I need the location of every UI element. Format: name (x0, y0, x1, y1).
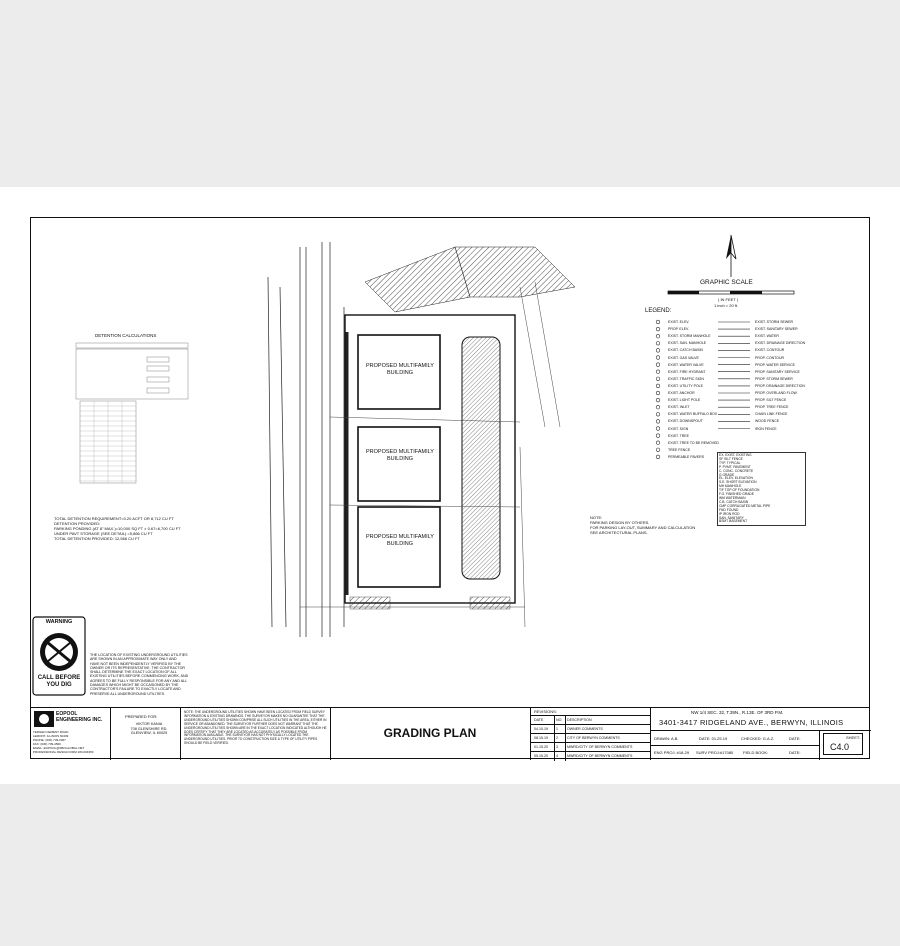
legend-item: EXIST. SIGN (668, 426, 689, 431)
legend-item: CHAIN LINK FENCE (755, 412, 788, 417)
detention-summary: TOTAL DETENTION REQUIREMENT=0.20 ACFT OR 8,712 CU FT DETENTION PROVIDED: PARKING PONDING (AT 8" MAX.)=10,000 SQ FT × 0.67=6,700 CU FT UNDER PAVT STORAGE (SEE DETAIL) =5,866 CU FT TOTAL DETENTION PROVIDED: 12,566 CU FT (54, 516, 181, 541)
warning-top: WARNING (45, 619, 73, 625)
revisions-title: REVISIONS: (534, 709, 557, 714)
revisions-row (531, 724, 651, 733)
drawn-date: DATE: 01.25.19 (699, 736, 728, 741)
drawing-sheet (0, 187, 900, 784)
revisions-cell-text: DATE (534, 718, 544, 722)
prepared-for-label: PREPARED FOR: (125, 714, 158, 719)
legend-item: PROP. ELEV. (668, 327, 690, 332)
legend-item: EXIST. DRAINAGE DIRECTION (755, 341, 806, 346)
revisions-cell-text: 01.15.20 (534, 745, 548, 749)
graphic-scale-ratio: 1 inch = 20 ft. (714, 303, 739, 308)
location-section: NW 1/4 SEC. 32, T.39N., R.13E. OF 3RD P.M. (691, 710, 784, 715)
legend-symbol (656, 356, 660, 360)
legend-symbol (656, 405, 660, 409)
drawing-title: GRADING PLAN (383, 726, 477, 740)
legend-item: EXIST. STORM SEWER (755, 320, 794, 324)
legend-symbol (656, 455, 660, 459)
revisions-row (531, 742, 651, 751)
prepared-for-cell (110, 708, 180, 760)
legend-item: EXIST. SANITARY SEWER (755, 327, 798, 332)
legend-symbol (656, 441, 660, 445)
legend-symbol (656, 342, 660, 346)
legend-item: EXIST. WATER (755, 334, 779, 339)
legend-item: EXIST. CONTOUR (755, 348, 785, 353)
revisions-cell-text: 08.15.19 (534, 736, 548, 740)
legend-item: PROP. WATER SERVICE (755, 362, 795, 367)
legend-abbreviations: EX. EXIST. EXISTING SF SILT FENCE TYP. TYPICAL P. PVMT. PAVEMENT C. CONC. CONCRETE G GRADE EL. ELEV. ELEVATION S.E. SHORT ELEVATION MH MANHOLE T/F TOP OF FOUNDATION F.G. FINISHED GRADE WM WATERMAIN C.B. CATCH BASIN CMP CORRUGATED METAL PIPE FND FOUND IP IRON ROD SAN. SANITARY BSMT BASEMENT (717, 452, 806, 526)
north-arrow (726, 235, 736, 277)
legend-symbol (656, 349, 660, 353)
eng-project: ENG PROJ: #18-29 (654, 750, 690, 755)
drawing-title-cell (330, 708, 530, 760)
sheet-number-box (823, 733, 863, 755)
legend-item: PROP. OVERLAND FLOW (755, 391, 797, 395)
legend-item: PROP. CONTOUR (755, 355, 785, 360)
legend-symbol (656, 363, 660, 367)
legend-item: EXIST. ANCHOR (668, 391, 695, 395)
firm-cell (30, 708, 110, 760)
disclaimer-text: NOTE: THE UNDERGROUND UTILITIES SHOWN HAVE BEEN LOCATED FROM FIELD SURVEY INFORMATION & EXISTING DRAWINGS. THE SURVEYOR MAKES NO GUARANTEE THAT THE UNDERGROUND UTILITIES SHOWN COMPRISE ALL SUCH UTILITIES IN THE AREA, EITHER IN SERVICE OR ABANDONED. THE SURVEYOR FURTHER DOES NOT WARRANT THAT THE UNDERGROUND UTILITIES SHOWN ARE IN THE EXACT LOCATION INDICATED ALTHOUGH HE DOES CERTIFY THAT THEY ARE LOCATED AS ACCURATELY AS POSSIBLE FROM INFORMATION AVAILABLE. THE SURVEYOR HAS NOT PHYSICALLY LOCATED THE UNDERGROUND UTILITIES. PRIOR TO CONSTRUCTION SIZE & TYPE OF UTILITY PIPES SHOULD BE FIELD VERIFIED. (184, 710, 327, 746)
legend-symbol (656, 384, 660, 388)
revisions-row (531, 751, 651, 760)
revisions-cell (530, 708, 650, 760)
legend-item: EXIST. ELEV. (668, 320, 690, 324)
legend-item: EXIST. INLET (668, 405, 690, 410)
legend-symbol (656, 413, 660, 417)
revisions-header-row (531, 715, 651, 724)
utility-note: THE LOCATION OF EXISTING UNDERGROUND UTILITIES ARE SHOWN IN AN APPROXIMATE WAY ONLY AND HAVE NOT BEEN INDEPENDENTLY VERIFIED BY THE OWNER OR ITS REPRESENTATIVE. THE CONTRACTOR SHALL DETERMINE THE EXACT LOCATION OF ALL EXISTING UTILITIES BEFORE COMMENCING WORK, AND AGREES TO BE FULLY RESPONSIBLE FOR ANY AND ALL DAMAGES WHICH MIGHT BE OCCASIONED BY THE CONTRACTOR'S FAILURE TO EXACTLY LOCATE AND PRESERVE ALL UNDERGROUND UTILITIES. (90, 653, 189, 696)
legend-item: EXIST. FIRE HYDRANT (668, 369, 706, 374)
legend-item: EXIST. GAS VALVE (668, 355, 699, 360)
legend-item: EXIST. SAN. MANHOLE (668, 341, 707, 346)
sheet-label: SHEET: (846, 735, 861, 740)
revisions-cell-text: 3 (556, 745, 558, 749)
prepared-for-name: VIKTOR KANIA 708 GLENSHIRE RD. GLENVIEW, IL 60025 (130, 722, 168, 736)
legend-item: PROP. SANITARY SERVICE (755, 369, 800, 374)
legend-symbol (656, 398, 660, 402)
legend-item: EXIST. TREE TO BE REMOVED (668, 440, 719, 445)
legend-item: EXIST. TRAFFIC SIGN (668, 376, 704, 381)
legend-symbol (656, 391, 660, 395)
legend-item: EXIST. UTILITY POLE (668, 383, 703, 388)
legend-symbol (656, 420, 660, 424)
detention-title: DETENTION CALCULATIONS (95, 333, 157, 338)
revisions-cell-text: 04.10.19 (534, 727, 548, 731)
building-label-3: PROPOSED MULTIFAMILY BUILDING (366, 534, 434, 547)
project-cell (650, 708, 870, 760)
legend-item: WOOD FENCE (755, 419, 780, 424)
legend-title: LEGEND: (645, 308, 672, 314)
legend-item: PROP. DRAINAGE DIRECTION (755, 383, 805, 388)
legend-item: TREE FENCE (668, 447, 691, 452)
revisions-cell-text: MWRD/CITY OF BERWYN COMMENTS (567, 745, 633, 749)
legend-item: EXIST. LIGHT POLE (668, 398, 701, 403)
revisions-cell-text: CITY OF BERWYN COMMENTS (567, 736, 620, 740)
legend-symbol (656, 427, 660, 431)
legend-item: PROP. SILT FENCE (755, 398, 787, 403)
title-block (30, 707, 870, 760)
disclaimer-cell (180, 708, 330, 760)
legend-symbol (656, 334, 660, 338)
legend-item: PROP. TREE FENCE (755, 405, 789, 410)
legend-item: EXIST. STORM MANHOLE (668, 334, 711, 339)
legend-item: EXIST. WATER BUFFALO BOX (668, 412, 718, 417)
survey-project: SURV PROJ:#17080 (696, 750, 734, 755)
revisions-cell-text: 1 (556, 727, 558, 731)
firm-name: EOPOOL ENGINEERING INC. (56, 711, 103, 723)
legend-symbol (656, 434, 660, 438)
legend-item: PERMEABLE PAVERS (668, 454, 705, 459)
building-label-2: PROPOSED MULTIFAMILY BUILDING (366, 449, 434, 462)
graphic-scale-unit: ( IN FEET ) (718, 297, 739, 302)
legend-item: IRON FENCE (755, 426, 777, 431)
legend-symbol (656, 327, 660, 331)
parking-note: NOTE: PARKING DESIGN BY OTHERS. FOR PARKING LAY-OUT, SUMMARY AND CALCULATION SEE ARCHITECTURAL PLANS. (590, 515, 696, 535)
legend-symbol (656, 448, 660, 452)
legend-item: EXIST. TREE (668, 433, 689, 438)
drawn-by: DRAWN: A.B. (654, 736, 679, 741)
checked-date: DATE: (789, 736, 801, 741)
location-address: 3401-3417 RIDGELAND AVE., BERWYN, ILLINOIS (659, 718, 844, 727)
field-book: FIELD BOOK: (743, 750, 769, 755)
legend-item: EXIST. CATCH BASIN (668, 348, 703, 353)
legend-item: PROP. STORM SEWER (755, 376, 793, 381)
revisions-cell-text: OWNER COMMENTS (567, 727, 603, 731)
checked-by: CHECKED: G.A.Z. (741, 736, 775, 741)
legend-symbol (656, 370, 660, 374)
graphic-scale-title: GRAPHIC SCALE (700, 279, 753, 286)
legend-item: EXIST. WATER VALVE (668, 362, 704, 367)
revisions-cell-text: 2 (556, 736, 558, 740)
legend-symbol (656, 320, 660, 324)
revisions-row (531, 733, 651, 742)
revisions-cell-text: 05.15.20 (534, 754, 548, 758)
revisions-cell-text: NO. (556, 718, 563, 722)
field-date: DATE: (789, 750, 801, 755)
legend-item: EXIST. DOWNSPOUT (668, 419, 703, 424)
warning-bottom: CALL BEFORE YOU DIG (37, 675, 81, 688)
revisions-cell-text: 4 (556, 754, 558, 758)
revisions-cell-text: DESCRIPTION (567, 718, 592, 722)
revisions-cell-text: MWRD/CITY OF BERWYN COMMENTS (567, 754, 633, 758)
sheet-number: C4.0 (830, 742, 850, 752)
legend-symbol (656, 377, 660, 381)
building-label-1: PROPOSED MULTIFAMILY BUILDING (366, 363, 434, 376)
firm-address: TERGEN CEMENT ROAD LEMONT, ILLINOIS 60439 PHONE: (630) 739-0307 FAX: (630) 739-4500 EMAIL: EOPOOL@SBCGLOBAL.NET PROFESSIONAL DESIGN FIRM 184.004350 (33, 730, 94, 754)
scale-bar (668, 291, 794, 294)
